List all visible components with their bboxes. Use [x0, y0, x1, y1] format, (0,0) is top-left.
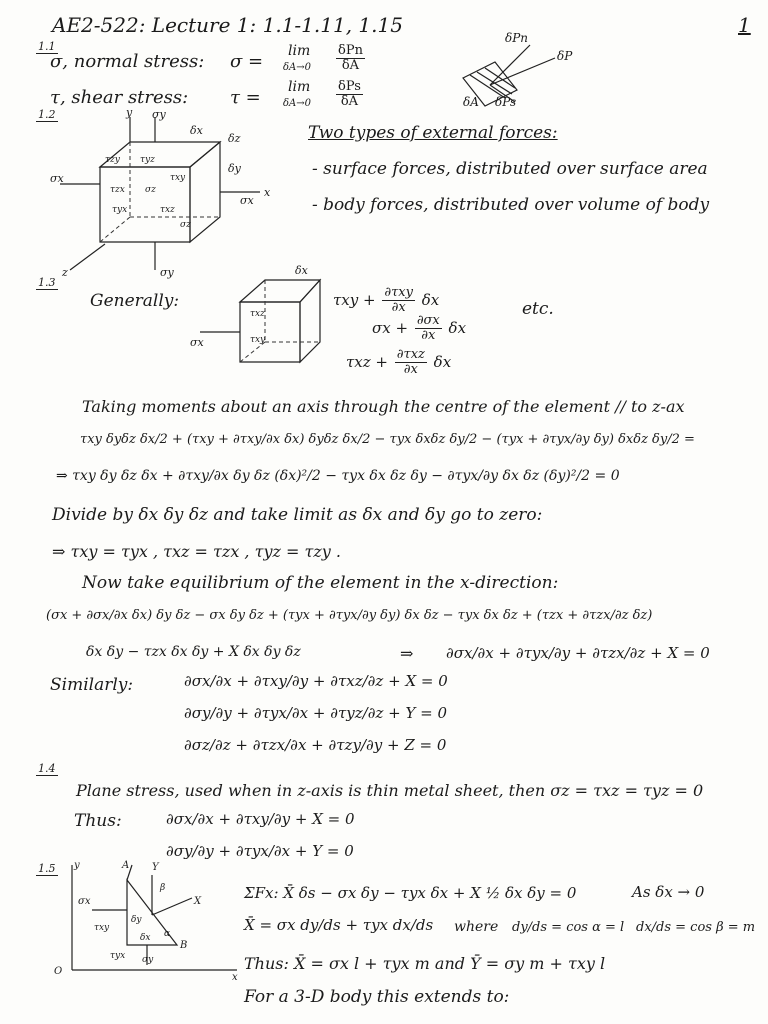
bd-label-dx: δx: [140, 933, 151, 943]
normal-stress-fraction: [336, 44, 365, 74]
cube1-label-sx-right: σx: [240, 194, 254, 207]
bd-label-alpha: α: [164, 929, 171, 939]
normal-stress-eq-lhs: σ =: [230, 51, 264, 72]
cube1-label-dz: δz: [228, 132, 241, 145]
moments-eq-1: τxy δyδz δx/2 + (τxy + ∂τxy/∂x δx) δyδz δx/2 − τyx δxδz δy/2 − (τyx + ∂τyx/∂y δy) δxδz δy/2 =: [80, 432, 695, 447]
cube1-label-tyz: τyz: [140, 155, 155, 165]
bd-label-beta: β: [160, 883, 166, 893]
term1-lhs: τxy +: [333, 290, 376, 309]
cube1-label-sy: σy: [152, 108, 166, 121]
term3-lhs: τxz +: [346, 352, 388, 371]
sketch-label-dps: δPs: [495, 95, 517, 109]
term2-num: ∂σx: [416, 313, 440, 328]
bd-label-b: B: [180, 940, 188, 951]
bd-label-ybar: Y: [152, 862, 159, 873]
boundary-xbar-eq: X̄ = σx dy/ds + τyx dx/ds: [244, 916, 434, 934]
bd-label-x: x: [232, 972, 238, 983]
cube1-label-tzx: τzx: [110, 185, 125, 195]
normal-den: δA: [341, 58, 360, 74]
bd-label-y: y: [74, 860, 80, 871]
cube1-label-x: x: [264, 186, 271, 199]
cube1-label-sz: σz: [145, 185, 156, 195]
normal-stress-label: σ, normal stress:: [50, 51, 205, 72]
bd-label-sx: σx: [78, 896, 91, 907]
bd-label-xbar: X: [194, 896, 202, 907]
forces-item-body: - body forces, distributed over volume of body: [312, 195, 710, 215]
equilibrium-eq-2: δx δy − τzx δx δy + X δx δy δz: [86, 644, 301, 660]
section-marker-1-3: 1.3: [38, 276, 56, 289]
normal-lim: lim: [288, 43, 311, 59]
cube1-label-sz2: σz: [180, 220, 191, 230]
term2-lhs: σx +: [372, 318, 409, 337]
shear-stress-label: τ, shear stress:: [50, 87, 189, 108]
shear-den: δA: [340, 94, 359, 110]
forces-heading: Two types of external forces:: [308, 123, 558, 143]
moments-eq-2: ⇒ τxy δy δz δx + ∂τxy/∂x δy δz (δx)²/2 − τyx δx δz δy − ∂τyx/∂y δx δz (δy)²/2 = 0: [56, 468, 620, 484]
equilibrium-eq-1: (σx + ∂σx/∂x δx) δy δz − σx δy δz + (τyx + ∂τyx/∂y δy) δx δz − τyx δx δz + (τzx + ∂τzx/∂z δz): [46, 608, 653, 623]
cube1-label-z: z: [62, 266, 68, 279]
shear-stress-fraction: [336, 80, 363, 110]
cube1-label-dx: δx: [190, 124, 203, 137]
term3-den: ∂x: [403, 362, 418, 378]
generally-cube-diagram: [190, 262, 320, 372]
equilibrium-implies-arrow: ⇒: [400, 644, 414, 663]
boundary-final: For a 3-D body this extends to:: [244, 987, 510, 1007]
section-marker-1-2: 1.2: [38, 108, 56, 121]
generally-term-1: [333, 286, 439, 316]
equilibrium-heading: Now take equilibrium of the element in the x-direction:: [82, 573, 559, 593]
equilibrium-x: ∂σx/∂x + ∂τxy/∂y + ∂τxz/∂z + X = 0: [184, 672, 448, 690]
normal-num: δPn: [338, 43, 363, 58]
equilibrium-z: ∂σz/∂z + ∂τzx/∂x + ∂τzy/∂y + Z = 0: [184, 736, 447, 754]
boundary-as-limit: As δx → 0: [632, 883, 705, 901]
force-decomposition-sketch: [455, 30, 575, 110]
generally-etc: etc.: [522, 299, 554, 319]
cube1-label-dy: δy: [228, 162, 241, 175]
plane-stress-eq-2: ∂σy/∂y + ∂τyx/∂x + Y = 0: [166, 842, 354, 860]
page-number: 1: [738, 13, 751, 37]
plane-stress-text: Plane stress, used when in z-axis is thin metal sheet, then σz = τxz = τyz = 0: [76, 781, 704, 800]
shear-num: δPs: [338, 79, 361, 94]
cube1-label-txz: τxz: [160, 205, 175, 215]
bd-label-dy: δy: [131, 915, 142, 925]
term3-num: ∂τxz: [396, 347, 425, 362]
term3-tail: δx: [433, 352, 452, 371]
term2-den: ∂x: [421, 328, 436, 344]
generally-term-3: [346, 348, 451, 378]
boundary-element-diagram: [52, 860, 242, 983]
bd-label-a: A: [122, 860, 130, 871]
cube2-label-txz: τxz: [250, 309, 265, 319]
bd-label-o: O: [54, 966, 63, 977]
cube1-label-sy-bottom: σy: [160, 266, 174, 279]
normal-lim-sub: δA→0: [283, 62, 311, 73]
cube2-label-dx: δx: [295, 264, 308, 277]
boundary-where: where: [454, 919, 499, 935]
boundary-thus: Thus: X̄ = σx l + τyx m and Ȳ = σy m + τxy l: [244, 954, 606, 973]
cube1-label-txy: τxy: [170, 173, 186, 183]
sketch-label-da: δA: [463, 95, 479, 109]
boundary-dyds: dy/ds = cos α = l: [512, 920, 625, 935]
cube1-label-y: y: [126, 106, 133, 119]
term1-num: ∂τxy: [384, 285, 413, 300]
moments-symmetry-result: ⇒ τxy = τyx , τxz = τzx , τyz = τzy .: [52, 542, 341, 561]
equilibrium-x-result: ∂σx/∂x + ∂τyx/∂y + ∂τzx/∂z + X = 0: [446, 644, 710, 662]
cube1-label-tyx: τyx: [112, 205, 128, 215]
equilibrium-y: ∂σy/∂y + ∂τyx/∂x + ∂τyz/∂z + Y = 0: [184, 704, 448, 722]
cube2-label-txy: τxy: [250, 335, 266, 345]
bd-label-tyx: τyx: [110, 951, 126, 961]
section-marker-1-4: 1.4: [38, 762, 56, 775]
boundary-sum-eq: ΣFx: X̄ δs − σx δy − τyx δx + X ½ δx δy = 0: [244, 884, 577, 902]
sketch-label-dp: δP: [557, 49, 573, 63]
plane-stress-thus: Thus:: [74, 811, 122, 831]
similarly-label: Similarly:: [50, 675, 134, 695]
page-title: AE2-522: Lecture 1: 1.1-1.11, 1.15: [52, 13, 403, 37]
term1-den: ∂x: [391, 300, 406, 316]
shear-lim-sub: δA→0: [283, 98, 311, 109]
sketch-label-dpn: δPn: [505, 31, 529, 45]
stress-cube-diagram: [50, 106, 280, 282]
generally-term-2: [372, 314, 466, 344]
shear-stress-eq-lhs: τ =: [230, 87, 261, 108]
cube1-label-sx-left: σx: [50, 172, 64, 185]
forces-item-surface: - surface forces, distributed over surface area: [312, 159, 708, 179]
bd-label-sy: σy: [142, 955, 154, 965]
section-marker-1-1: 1.1: [38, 40, 56, 53]
bd-label-txy: τxy: [94, 923, 110, 933]
moments-divide-text: Divide by δx δy δz and take limit as δx and δy go to zero:: [52, 505, 543, 525]
section-marker-1-5: 1.5: [38, 862, 56, 875]
term2-tail: δx: [448, 318, 467, 337]
moments-heading: Taking moments about an axis through the centre of the element // to z-ax: [82, 397, 685, 416]
cube1-label-tzy: τzy: [105, 155, 120, 165]
term1-tail: δx: [421, 290, 440, 309]
cube2-label-sx: σx: [190, 336, 204, 349]
boundary-dxds: dx/ds = cos β = m: [636, 920, 756, 935]
shear-lim: lim: [288, 79, 311, 95]
plane-stress-eq-1: ∂σx/∂x + ∂τxy/∂y + X = 0: [166, 810, 355, 828]
generally-label: Generally:: [90, 291, 180, 311]
